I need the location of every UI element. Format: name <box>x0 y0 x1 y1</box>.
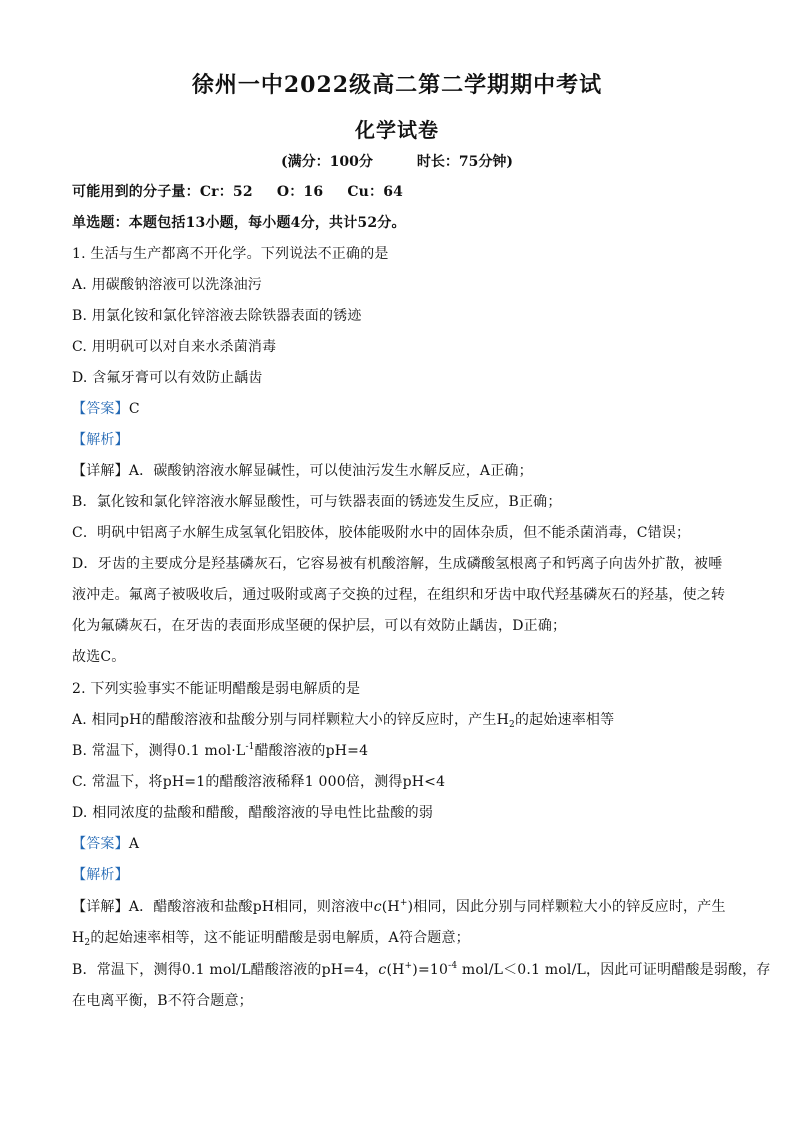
answer-value: A <box>128 836 140 852</box>
q1-stem: 1. 生活与生产都离不开化学。下列说法不正确的是 <box>72 246 389 262</box>
answer-value: C <box>128 401 140 417</box>
concentration-symbol: c <box>373 899 382 915</box>
q2-option-d: D. 相同浓度的盐酸和醋酸，醋酸溶液的导电性比盐酸的弱 <box>72 805 434 821</box>
q2-option-c: C. 常温下，将pH=1的醋酸溶液稀释1 000倍，测得pH<4 <box>72 774 446 790</box>
q1-option-b: B. 用氯化铵和氯化锌溶液去除铁器表面的锈迹 <box>72 308 362 324</box>
q1-explanation-b: B．氯化铵和氯化锌溶液水解显酸性，可与铁器表面的锈迹发生反应，B正确； <box>72 494 562 510</box>
superscript: + <box>399 898 408 908</box>
q1-explanation-d2: 液冲走。氟离子被吸收后，通过吸附或离子交换的过程，在组织和牙齿中取代羟基磷灰石的羟基，使之转 <box>72 587 726 603</box>
q2-explanation-b1 <box>72 960 771 980</box>
q2-explanation-a1 <box>72 897 726 917</box>
explanation-text: (H <box>381 899 400 915</box>
explanation-text: 的起始速率相等，这不能证明醋酸是弱电解质，A符合题意； <box>90 930 470 946</box>
detail-tag: 【详解】 <box>72 899 129 915</box>
q2-explanation-a2 <box>72 928 470 948</box>
explanation-text: )=10 <box>412 962 449 978</box>
option-text: B. 常温下，测得0.1 mol·L <box>72 743 246 759</box>
explanation-text: H <box>72 930 85 946</box>
detail-tag: 【详解】 <box>72 463 129 479</box>
q2-option-b <box>72 741 368 761</box>
q1-answer <box>72 399 140 419</box>
q1-explanation-d3: 化为氟磷灰石，在牙齿的表面形成坚硬的保护层，可以有效防止龋齿，D正确； <box>72 618 567 634</box>
q1-conclusion: 故选C。 <box>72 649 126 665</box>
exam-subject: 化学试卷 <box>355 118 439 142</box>
concentration-symbol: c <box>378 962 387 978</box>
superscript: -4 <box>448 961 458 971</box>
exam-title: 徐州一中2022级高二第二学期期中考试 <box>191 72 603 98</box>
explanation-text: (H <box>386 962 405 978</box>
explanation-text: mol/L＜0.1 mol/L，因此可证明醋酸是弱酸，存 <box>457 962 771 978</box>
q2-option-a <box>72 710 614 730</box>
atomic-mass-label: 可能用到的分子量： <box>72 184 200 200</box>
option-text: 醋酸溶液的pH=4 <box>254 743 369 759</box>
subscript: 2 <box>84 938 91 948</box>
subscript: 2 <box>509 720 515 730</box>
explanation-text: A．碳酸钠溶液水解显碱性，可以使油污发生水解反应，A正确； <box>128 463 533 479</box>
explanation-text: A．醋酸溶液和盐酸pH相同，则溶液中 <box>128 899 374 915</box>
exam-meta <box>0 151 794 171</box>
mass-cu: Cu：64 <box>347 184 404 200</box>
explanation-text: B．常温下，测得0.1 mol/L醋酸溶液的pH=4， <box>72 962 379 978</box>
superscript: + <box>404 961 413 971</box>
explanation-text: )相同，因此分别与同样颗粒大小的锌反应时，产生 <box>407 899 726 915</box>
q2-answer <box>72 834 139 854</box>
q2-explanation-b2: 在电离平衡，B不符合题意； <box>72 993 253 1009</box>
option-text: A. 相同pH的醋酸溶液和盐酸分别与同样颗粒大小的锌反应时，产生H <box>72 712 509 728</box>
answer-tag: 【答案】 <box>72 836 129 852</box>
q1-option-c: C. 用明矾可以对自来水杀菌消毒 <box>72 339 277 355</box>
q1-analysis-tag: 【解析】 <box>72 432 129 448</box>
q1-explanation-d1: D．牙齿的主要成分是羟基磷灰石，它容易被有机酸溶解，生成磷酸氢根离子和钙离子向齿外扩散，被唾 <box>72 556 723 572</box>
q2-analysis-tag: 【解析】 <box>72 867 129 883</box>
mass-o: O：16 <box>276 184 324 200</box>
superscript: -1 <box>245 742 255 752</box>
q1-option-a: A. 用碳酸钠溶液可以洗涤油污 <box>72 277 263 293</box>
duration-info: 时长：75分钟) <box>416 154 513 170</box>
q1-option-d: D. 含氟牙膏可以有效防止龋齿 <box>72 370 263 386</box>
mass-cr: Cr：52 <box>199 184 253 200</box>
section-heading: 单选题：本题包括13小题，每小题4分，共计52分。 <box>72 215 406 231</box>
score-info: (满分：100分 <box>281 154 373 170</box>
answer-tag: 【答案】 <box>72 401 129 417</box>
q1-explanation-c: C．明矾中铝离子水解生成氢氧化铝胶体，胶体能吸附水中的固体杂质，但不能杀菌消毒，C错误； <box>72 525 691 541</box>
option-text: 的起始速率相等 <box>514 712 615 728</box>
atomic-mass-line <box>72 182 403 202</box>
q2-stem: 2. 下列实验事实不能证明醋酸是弱电解质的是 <box>72 681 361 697</box>
q1-explanation-a <box>72 461 533 481</box>
